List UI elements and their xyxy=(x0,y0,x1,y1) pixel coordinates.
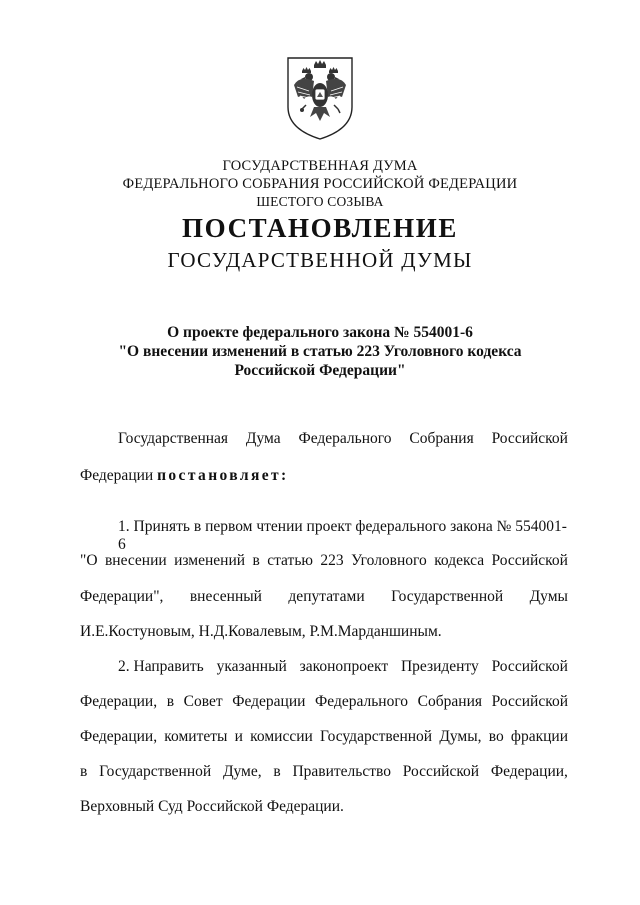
word: фракции xyxy=(510,728,568,745)
subject-line-1: О проекте федерального закона № 554001-6 xyxy=(167,324,473,341)
word: изменений xyxy=(174,552,246,569)
word: кодекса xyxy=(434,552,485,569)
word: указанный xyxy=(216,658,287,675)
word: Государственной xyxy=(320,728,433,745)
word: Российской xyxy=(491,693,568,710)
item2-line-3 xyxy=(80,728,568,746)
word: Федерации, xyxy=(80,728,158,745)
item2-line-1 xyxy=(118,658,568,676)
word: внесенный xyxy=(189,588,262,605)
word: Российской xyxy=(491,430,568,447)
word: Федерации xyxy=(80,467,154,484)
word: в xyxy=(166,693,175,710)
subject-line-3: Российской Федерации" xyxy=(234,362,406,379)
word: депутатами xyxy=(288,588,365,605)
item1-line-1: 1. Принять в первом чтении проект федерального закона № 554001-6 xyxy=(118,518,567,553)
word: Федерации", xyxy=(80,588,164,605)
item1-line-2 xyxy=(80,552,568,570)
word: Думы, xyxy=(439,728,482,745)
word: Федерации, xyxy=(490,763,568,780)
word: Государственной xyxy=(99,763,212,780)
item1-line-3 xyxy=(80,588,568,606)
word: комиссии xyxy=(250,728,313,745)
word: Государственная xyxy=(118,430,229,447)
word: в xyxy=(273,763,281,780)
chamber-name: ГОСУДАРСТВЕННАЯ ДУМА xyxy=(222,158,418,174)
word: Федерации, xyxy=(80,693,158,710)
word: 2. Направить xyxy=(118,658,204,675)
item2-line-2 xyxy=(80,693,568,711)
word: Российской xyxy=(402,763,480,780)
word: Дума xyxy=(245,430,281,447)
subject-line-2: "О внесении изменений в статью 223 Уголовного кодекса xyxy=(118,343,522,360)
document-title: ПОСТАНОВЛЕНИЕ xyxy=(182,213,458,243)
word: Уголовного xyxy=(351,552,427,569)
word: Правительство xyxy=(292,763,391,780)
intro-line-1 xyxy=(118,430,568,448)
word: 223 xyxy=(320,552,344,569)
word: Федерации xyxy=(232,693,306,710)
word: Президенту xyxy=(400,658,479,675)
word: Федерального xyxy=(298,430,392,447)
word: Федерального xyxy=(315,693,409,710)
word: комитеты xyxy=(164,728,228,745)
intro-line-2 xyxy=(80,467,568,485)
word: "О xyxy=(80,552,98,569)
item2-line-4 xyxy=(80,763,568,781)
word: Думе, xyxy=(222,763,262,780)
word: Совет xyxy=(183,693,223,710)
word: в xyxy=(80,763,88,780)
word: статью xyxy=(267,552,313,569)
word: внесении xyxy=(104,552,167,569)
word: Думы xyxy=(529,588,568,605)
word: во xyxy=(488,728,504,745)
word: Государственной xyxy=(391,588,504,605)
word: Собрания xyxy=(417,693,482,710)
document-subtitle: ГОСУДАРСТВЕННОЙ ДУМЫ xyxy=(167,248,473,272)
item2-line-5: Верховный Суд Российской Федерации. xyxy=(80,798,344,815)
word: Российской xyxy=(491,658,568,675)
word: Собрания xyxy=(409,430,474,447)
resolves-word: постановляет: xyxy=(157,467,289,484)
word: Российской xyxy=(491,552,568,569)
word: законопроект xyxy=(299,658,389,675)
word: и xyxy=(234,728,243,745)
assembly-name: ФЕДЕРАЛЬНОГО СОБРАНИЯ РОССИЙСКОЙ ФЕДЕРАЦИИ xyxy=(122,176,518,192)
item1-line-4: И.Е.Костуновым, Н.Д.Ковалевым, Р.М.Марданшиным. xyxy=(80,623,442,640)
word: в xyxy=(252,552,260,569)
convocation: ШЕСТОГО СОЗЫВА xyxy=(256,194,384,209)
state-emblem-icon xyxy=(284,55,356,141)
